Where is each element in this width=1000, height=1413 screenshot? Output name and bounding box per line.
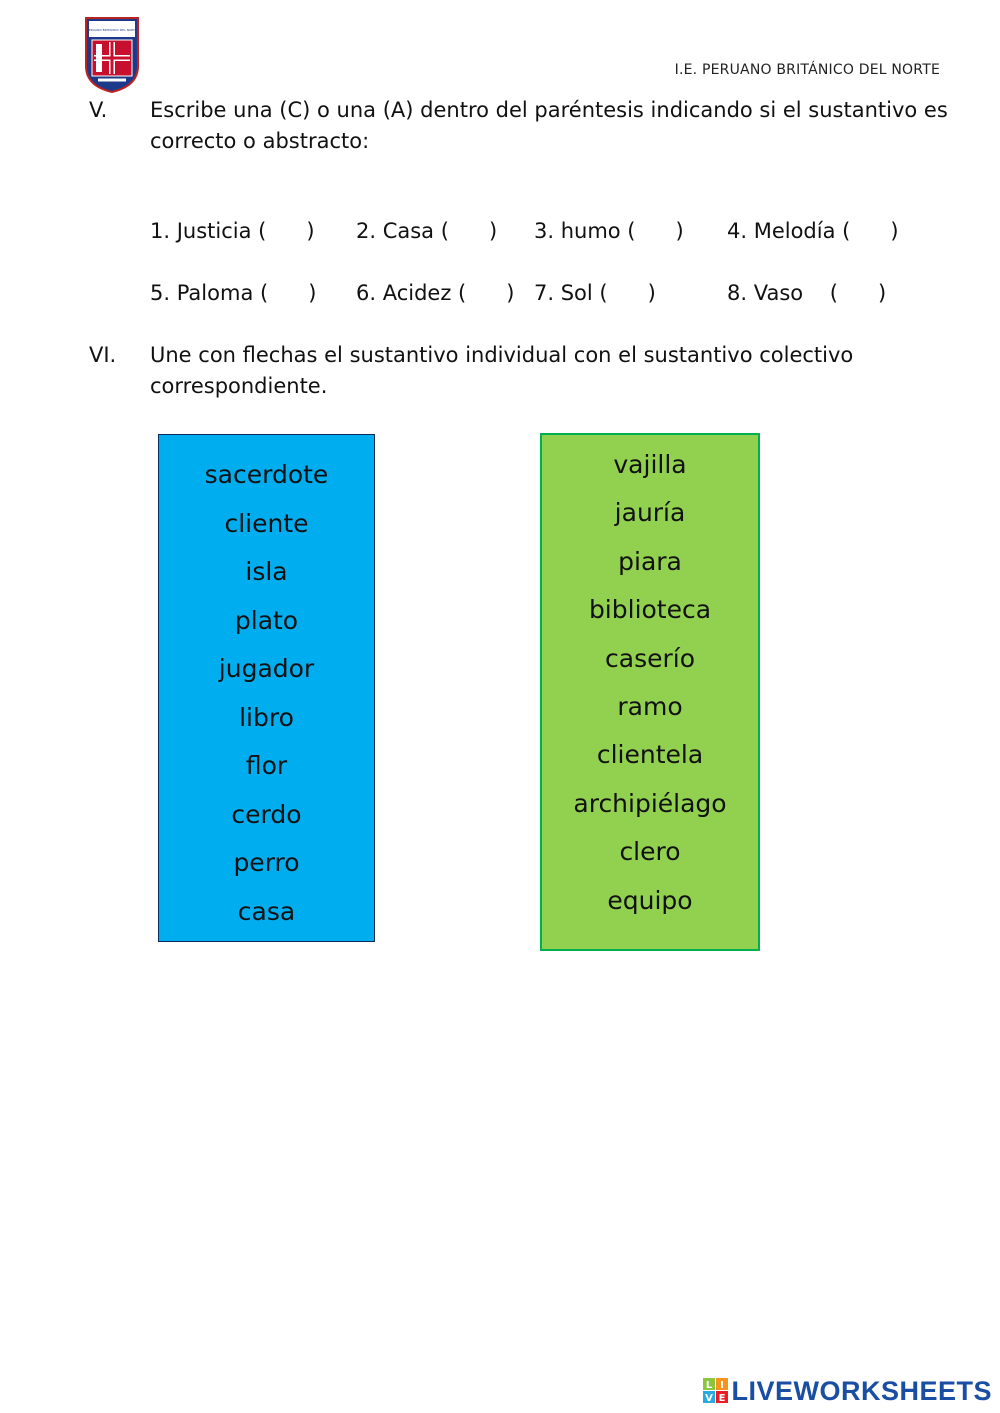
noun-item-8[interactable]: 8. Vaso ( ) <box>727 281 887 305</box>
liveworksheets-logo-icon <box>703 1378 729 1404</box>
individual-noun[interactable]: libro <box>239 702 294 732</box>
noun-item-4[interactable]: 4. Melodía ( ) <box>727 219 899 243</box>
individual-noun[interactable]: jugador <box>218 654 315 683</box>
noun-item-2[interactable]: 2. Casa ( ) <box>356 219 498 243</box>
collective-noun[interactable]: archipiélago <box>573 788 727 818</box>
crest-text: PERUANO BRITÁNICO DEL NORTE <box>87 28 137 32</box>
logo-letter: V <box>705 1393 714 1404</box>
instruction-line-2: correcto o abstracto: <box>150 129 370 153</box>
collective-noun[interactable]: caserío <box>605 643 695 673</box>
section-v-instructions <box>89 95 949 157</box>
logo-letter: E <box>719 1393 726 1404</box>
collective-noun[interactable]: clientela <box>596 740 704 770</box>
collective-noun[interactable]: clero <box>619 837 681 867</box>
logo-letter: I <box>720 1380 725 1391</box>
noun-item-7[interactable]: 7. Sol ( ) <box>534 281 656 305</box>
individual-noun[interactable]: casa <box>237 896 296 926</box>
noun-item-3[interactable]: 3. humo ( ) <box>534 219 684 243</box>
instruction-line-1: Une con flechas el sustantivo individual con el sustantivo colectivo <box>150 343 854 367</box>
collective-noun[interactable]: biblioteca <box>588 595 712 625</box>
logo-letter: L <box>706 1380 713 1391</box>
individual-noun[interactable]: plato <box>234 605 299 635</box>
individual-noun[interactable]: flor <box>245 751 288 780</box>
collective-nouns-box <box>540 433 760 951</box>
individual-noun[interactable]: cliente <box>224 508 309 538</box>
collective-noun[interactable]: equipo <box>607 885 693 915</box>
noun-item-5[interactable]: 5. Paloma ( ) <box>150 281 317 305</box>
section-vi-instructions <box>89 340 949 402</box>
school-crest-logo <box>84 16 140 94</box>
school-name: I.E. PERUANO BRITÁNICO DEL NORTE <box>674 62 940 78</box>
individual-noun[interactable]: isla <box>245 557 288 586</box>
collective-noun[interactable]: jauría <box>614 498 686 528</box>
liveworksheets-branding <box>703 1377 992 1405</box>
section-number: V. <box>89 98 108 122</box>
brand-name: LIVEWORKSHEETS <box>731 1375 992 1406</box>
collective-noun[interactable]: vajilla <box>613 450 687 479</box>
individual-noun[interactable]: perro <box>233 848 300 877</box>
collective-noun[interactable]: ramo <box>617 691 683 721</box>
section-number: VI. <box>89 343 117 367</box>
noun-item-1[interactable]: 1. Justicia ( ) <box>150 219 315 243</box>
instruction-line-1: Escribe una (C) o una (A) dentro del paréntesis indicando si el sustantivo es <box>150 98 948 122</box>
instruction-line-2: correspondiente. <box>150 374 328 398</box>
collective-noun[interactable]: piara <box>618 546 682 576</box>
individual-nouns-box <box>158 434 375 942</box>
individual-noun[interactable]: sacerdote <box>204 460 329 489</box>
individual-noun[interactable]: cerdo <box>231 799 302 829</box>
noun-item-6[interactable]: 6. Acidez ( ) <box>356 281 515 305</box>
